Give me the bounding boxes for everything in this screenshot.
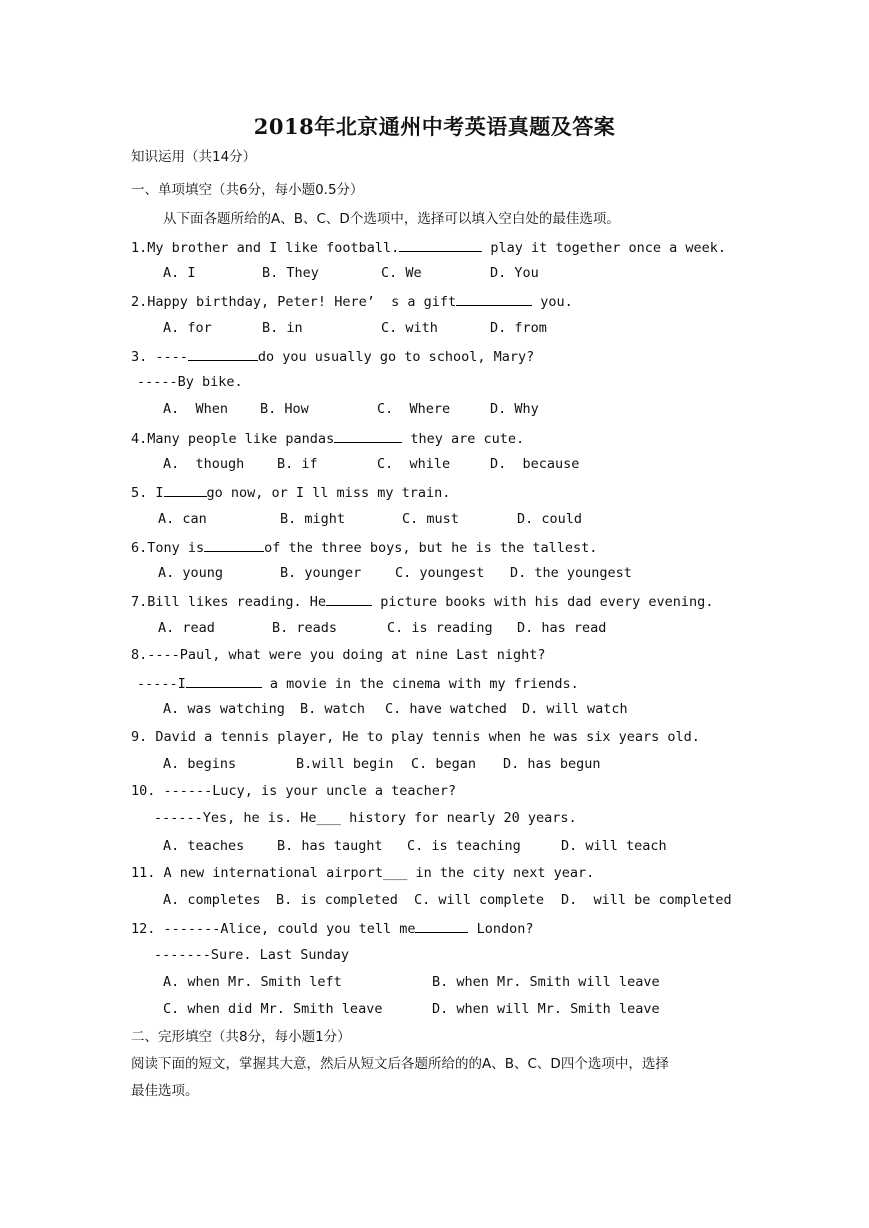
option-b: B. when Mr. Smith will leave [432, 974, 660, 990]
question-12: 12. -------Alice, could you tell me London? [131, 918, 534, 938]
question-5: 5. I go now, or I ll miss my train. [131, 482, 450, 502]
answer-blank [188, 346, 258, 361]
question-1: 1.My brother and I like football. play it together once a week. [131, 237, 726, 257]
answer-blank [326, 591, 372, 606]
option-a: A. begins [163, 756, 237, 772]
option-a: A. can [158, 511, 207, 527]
option-b: B. is completed [276, 892, 398, 908]
option-b: B. watch [300, 701, 366, 717]
option-c: C. is reading [387, 620, 493, 636]
option-b: B. They [262, 265, 319, 281]
option-a: A. completes [163, 892, 261, 908]
option-c: C. youngest [395, 565, 485, 581]
question-8-response: -----I a movie in the cinema with my friends. [137, 673, 579, 693]
option-d: D. from [490, 320, 547, 336]
answer-blank [164, 482, 207, 497]
answer-blank [399, 237, 482, 252]
cloze-instruction-line-1: 阅读下面的短文，掌握其大意，然后从短文后各题所给的的A、B、C、D四个选项中，选择 [131, 1056, 669, 1072]
option-a: A. was watching [163, 701, 285, 717]
option-c: C. We [381, 265, 422, 281]
question-8: 8.----Paul, what were you doing at nine Last night? [131, 647, 546, 663]
option-d: D. could [517, 511, 583, 527]
answer-blank [204, 537, 264, 552]
option-a: A. When [163, 401, 229, 417]
question-2: 2.Happy birthday, Peter! Here’ s a gift you. [131, 291, 573, 311]
cloze-instruction-line-2: 最佳选项。 [131, 1083, 199, 1099]
question-12-response: -------Sure. Last Sunday [154, 947, 350, 963]
option-d: D. has read [517, 620, 607, 636]
section-instruction: 从下面各题所给的A、B、C、D个选项中，选择可以填入空白处的最佳选项。 [163, 211, 620, 227]
option-d: D. Why [490, 401, 539, 417]
question-7: 7.Bill likes reading. He picture books with his dad every evening. [131, 591, 713, 611]
option-b: B. if [277, 456, 318, 472]
option-d: D. will teach [561, 838, 667, 854]
section-heading-cloze: 二、完形填空（共8分，每小题1分） [131, 1029, 351, 1045]
option-b: B.will begin [296, 756, 394, 772]
option-b: B. reads [272, 620, 338, 636]
option-c: C. is teaching [407, 838, 521, 854]
option-a: A. teaches [163, 838, 245, 854]
question-10-response: ------Yes, he is. He___ history for nearly 20 years. [154, 810, 577, 826]
answer-blank [334, 428, 402, 443]
part-heading: 知识运用（共14分） [131, 149, 257, 165]
option-d: D. because [490, 456, 580, 472]
question-10: 10. ------Lucy, is your uncle a teacher? [131, 783, 457, 799]
option-c: C. Where [377, 401, 451, 417]
question-9: 9. David a tennis player, He to play tennis when he was six years old. [131, 729, 700, 745]
question-3: 3. ---- do you usually go to school, Mary? [131, 346, 534, 366]
option-c: C. began [411, 756, 477, 772]
section-heading-single-choice: 一、单项填空（共6分，每小题0.5分） [131, 182, 364, 198]
answer-blank [456, 291, 532, 306]
option-b: B. younger [280, 565, 362, 581]
option-c: C. when did Mr. Smith leave [163, 1001, 383, 1017]
option-a: A. for [163, 320, 212, 336]
option-a: A. though [163, 456, 245, 472]
question-4: 4.Many people like pandas they are cute. [131, 428, 524, 448]
option-c: C. with [381, 320, 438, 336]
question-11: 11. A new international airport___ in the city next year. [131, 865, 595, 881]
question-6: 6.Tony is of the three boys, but he is the tallest. [131, 537, 597, 557]
option-b: B. How [260, 401, 309, 417]
option-a: A. young [158, 565, 224, 581]
option-c: C. will complete [414, 892, 545, 908]
option-b: B. has taught [277, 838, 383, 854]
option-d: D. when will Mr. Smith leave [432, 1001, 660, 1017]
option-b: B. in [262, 320, 303, 336]
option-c: C. must [402, 511, 459, 527]
option-c: C. have watched [385, 701, 507, 717]
option-a: A. when Mr. Smith left [163, 974, 342, 990]
option-d: D. the youngest [510, 565, 632, 581]
option-a: A. read [158, 620, 215, 636]
option-d: D. will watch [522, 701, 628, 717]
document-title: 2018年北京通州中考英语真题及答案 [253, 114, 616, 139]
option-d: D. You [490, 265, 539, 281]
option-d: D. has begun [503, 756, 601, 772]
answer-blank [415, 918, 468, 933]
answer-blank [186, 673, 262, 688]
option-d: D. will be completed [561, 892, 732, 908]
option-a: A. I [163, 265, 196, 281]
option-b: B. might [280, 511, 346, 527]
question-3-response: -----By bike. [137, 374, 243, 390]
option-c: C. while [377, 456, 451, 472]
